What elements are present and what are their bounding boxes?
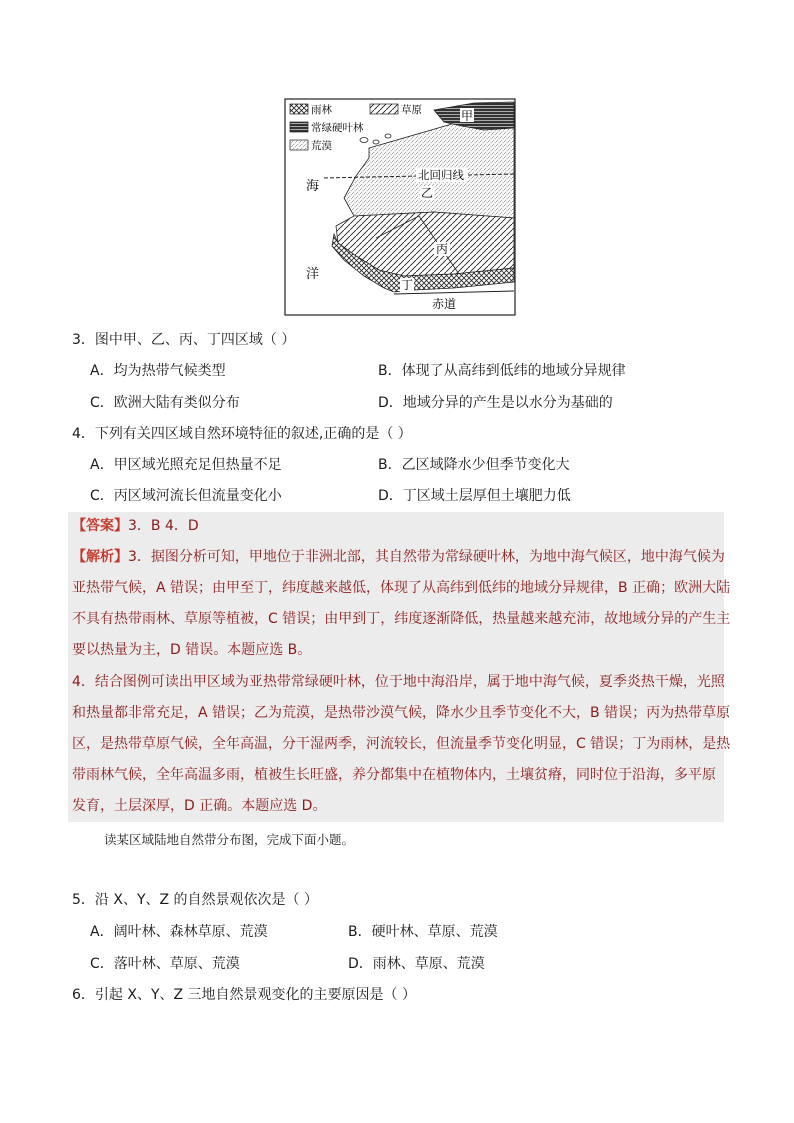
legend-grassland: 草原: [401, 104, 422, 116]
q3-option-a: A．均为热带气候类型: [90, 363, 226, 379]
label-tropic: 北回归线: [418, 168, 464, 182]
q5-option-d: D．雨林、草原、荒漠: [348, 956, 485, 972]
q3-option-b: B．体现了从高纬到低纬的地域分异规律: [378, 363, 626, 379]
natural-zone-map: [284, 98, 516, 316]
legend-rainforest: 雨林: [311, 104, 332, 116]
q3-option-d: D．地域分异的产生是以水分为基础的: [378, 395, 613, 411]
label-equator: 赤道: [432, 297, 457, 311]
analysis-line-5: 4．结合图例可读出甲区域为亚热带常绿硬叶林，位于地中海沿岸，属于地中海气候，夏季炎热干燥，光照: [72, 674, 725, 690]
answer-text: 3．B 4．D: [128, 518, 199, 534]
q5-option-c: C．落叶林、草原、荒漠: [90, 956, 240, 972]
q4-option-a: A．甲区域光照充足但热量不足: [90, 457, 282, 473]
q4-option-c: C．丙区域河流长但流量变化小: [90, 488, 282, 504]
label-sea-hai: 海: [306, 179, 320, 194]
label-yi: 乙: [421, 186, 434, 200]
label-ding: 丁: [401, 278, 414, 292]
q3-option-c: C．欧洲大陆有类似分布: [90, 395, 240, 411]
analysis-line-6: 和热量都非常充足，A 错误；乙为荒漠，是热带沙漠气候，降水少且季节变化不大，B 错误；丙为热带草原: [72, 705, 731, 721]
analysis-line-2: 亚热带气候，A 错误；由甲至丁，纬度越来越低，体现了从高纬到低纬的地域分异规律，B 正确；欧洲大陆: [72, 580, 731, 596]
answer-tag: 【答案】: [72, 518, 128, 534]
label-sea-yang: 洋: [306, 267, 320, 282]
legend-sclerophyll: 常绿硬叶林: [311, 122, 364, 134]
analysis-line-1: [72, 547, 725, 567]
analysis-text-1: 3．据图分析可知，甲地位于非洲北部，其自然带为常绿硬叶林，为地中海气候区，地中海气候为: [128, 549, 725, 565]
q6-stem: 6．引起 X、Y、Z 三地自然景观变化的主要原因是（ ）: [72, 987, 416, 1003]
analysis-line-9: 发育，土层深厚，D 正确。本题应选 D。: [72, 798, 327, 814]
analysis-line-8: 带雨林气候，全年高温多雨，植被生长旺盛，养分都集中在植物体内，土壤贫瘠，同时位于沿海，多平原: [72, 767, 716, 783]
section-intro: 读某区域陆地自然带分布图，完成下面小题。: [104, 832, 355, 847]
analysis-line-3: 不具有热带雨林、草原等植被，C 错误；由甲到丁，纬度逐渐降低，热量越来越充沛，故地域分异的产生主: [72, 611, 731, 627]
q5-option-a: A．阔叶林、森林草原、荒漠: [90, 924, 268, 940]
q4-stem: 4．下列有关四区域自然环境特征的叙述,正确的是（ ）: [72, 426, 412, 442]
q5-option-b: B．硬叶林、草原、荒漠: [348, 924, 498, 940]
analysis-line-4: 要以热量为主，D 错误。本题应选 B。: [72, 642, 312, 658]
analysis-line-7: 区，是热带草原气候，全年高温，分干湿两季，河流较长，但流量季节变化明显，C 错误；丁为雨林，是热: [72, 736, 731, 752]
analysis-tag: 【解析】: [72, 549, 128, 565]
answer-line: [72, 516, 199, 536]
label-bing: 丙: [436, 242, 449, 256]
q4-option-b: B．乙区域降水少但季节变化大: [378, 457, 570, 473]
legend-desert: 荒漠: [311, 140, 332, 152]
label-jia: 甲: [461, 109, 474, 123]
q4-option-d: D．丁区域土层厚但土壤肥力低: [378, 488, 571, 504]
q3-stem: 3．图中甲、乙、丙、丁四区域（ ）: [72, 332, 296, 348]
q5-stem: 5．沿 X、Y、Z 的自然景观依次是（ ）: [72, 892, 318, 908]
